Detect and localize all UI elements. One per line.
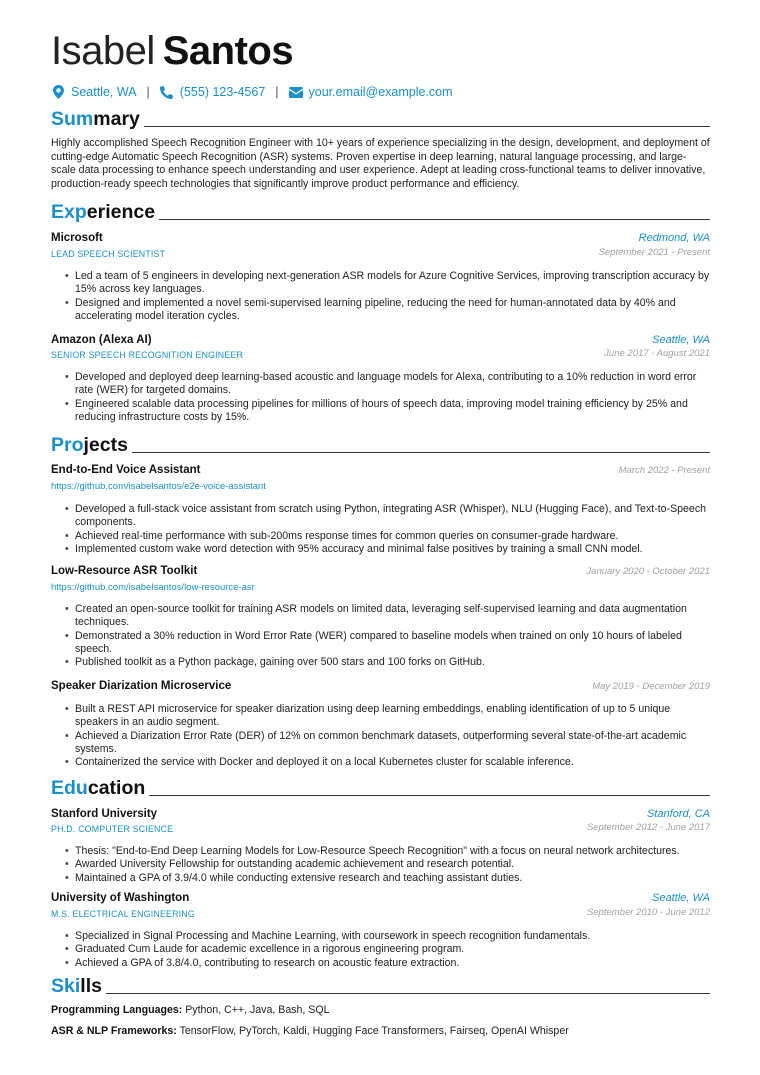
school-dates: September 2012 - June 2017: [586, 822, 710, 833]
list-item: • Created an open-source toolkit for training ASR models on limited data, leveraging self-supervised learning and data augmentation techniques.: [65, 603, 710, 630]
education-bullets: [65, 930, 710, 970]
job-location: Seattle, WA: [652, 334, 710, 346]
location-text: Seattle, WA: [71, 85, 137, 99]
separator: |: [146, 85, 150, 99]
list-item: • Developed and deployed deep learning-based acoustic and language models for Alexa, contributing to a 10% reduction in word error rate (WER) for targeted domains.: [65, 371, 710, 398]
school-name: Stanford University: [51, 808, 158, 820]
job-title: LEAD SPEECH SCIENTIST: [51, 249, 166, 259]
section-title: Experience: [51, 201, 156, 223]
degree-title: PH.D. COMPUTER SCIENCE: [51, 824, 174, 834]
list-item: • Achieved real-time performance with sub-200ms response times for common queries on consumer-grade hardware.: [65, 530, 710, 543]
section-title: Projects: [51, 434, 128, 456]
map-pin-icon: [51, 85, 65, 99]
job-dates-row: [51, 247, 710, 258]
list-item: • Maintained a GPA of 3.9/4.0 while conducting extensive research and teaching assistant duties.: [65, 872, 710, 885]
list-item: • Awarded University Fellowship for outstanding academic achievement and research potential.: [65, 858, 710, 871]
experience-heading: [51, 201, 710, 223]
projects-heading: [51, 434, 710, 456]
school-dates-row: [51, 822, 710, 833]
list-item: • Developed a full-stack voice assistant from scratch using Python, integrating ASR (Whisper), NLU (Hugging Face), and Text-to-Speech components.: [65, 503, 710, 530]
list-item: • Led a team of 5 engineers in developing next-generation ASR models for Azure Cognitive Services, improving transcription accuracy by 15% across key languages.: [65, 270, 710, 297]
skills-heading: [51, 975, 710, 997]
section-title: Education: [51, 777, 146, 799]
project-name: End-to-End Voice Assistant: [51, 464, 201, 476]
project-bullets: [65, 603, 710, 669]
project-bullets: [65, 503, 710, 556]
school-location: Seattle, WA: [652, 892, 710, 904]
skill-row: [51, 1025, 569, 1037]
summary-heading: [51, 108, 710, 130]
last-name: Santos: [162, 29, 294, 73]
skill-value: TensorFlow, PyTorch, Kaldi, Hugging Face Transformers, Fairseq, OpenAI Whisper: [179, 1025, 569, 1037]
contact-line: [51, 85, 453, 99]
section-rule: [132, 452, 710, 453]
job-title: SENIOR SPEECH RECOGNITION ENGINEER: [51, 350, 244, 360]
list-item: • Achieved a Diarization Error Rate (DER) of 12% on common benchmark datasets, outperforming several state-of-the-art academic systems.: [65, 730, 710, 757]
first-name: Isabel: [51, 29, 155, 73]
candidate-name: [51, 28, 293, 74]
skill-row: [51, 1004, 330, 1016]
school-location: Stanford, CA: [647, 808, 710, 820]
list-item: • Published toolkit as a Python package, gaining over 500 stars and 100 forks on GitHub.: [65, 656, 710, 669]
job-dates: June 2017 - August 2021: [604, 348, 710, 359]
section-rule: [149, 795, 710, 796]
project-entry-header: [51, 680, 710, 692]
experience-entry-header: [51, 232, 710, 244]
school-name: University of Washington: [51, 892, 190, 904]
degree-title: M.S. ELECTRICAL ENGINEERING: [51, 909, 195, 919]
list-item: • Built a REST API microservice for speaker diarization using deep learning embeddings, enabling identification of up to 5 unique speakers in an audio segment.: [65, 703, 710, 730]
job-dates-row: [51, 348, 710, 359]
job-dates: September 2021 - Present: [598, 247, 710, 258]
list-item: • Graduated Cum Laude for academic excellence in a rigorous engineering program.: [65, 943, 710, 956]
project-name: Speaker Diarization Microservice: [51, 680, 232, 692]
company-name: Amazon (Alexa AI): [51, 334, 152, 346]
school-dates: September 2010 - June 2012: [586, 907, 710, 918]
project-dates: May 2019 - December 2019: [592, 681, 710, 692]
phone-icon: [160, 85, 174, 99]
education-heading: [51, 777, 710, 799]
project-dates: January 2020 - October 2021: [586, 566, 710, 577]
phone-link[interactable]: (555) 123-4567: [179, 85, 266, 99]
list-item: • Specialized in Signal Processing and Machine Learning, with coursework in speech recognition fundamentals.: [65, 930, 710, 943]
project-entry-header: [51, 565, 710, 577]
project-entry-header: [51, 464, 710, 476]
list-item: • Thesis: "End-to-End Deep Learning Models for Low-Resource Speech Recognition" with a focus on neural network architectures.: [65, 845, 710, 858]
project-link[interactable]: https://github.com/isabelsantos/e2e-voice-assistant: [51, 481, 266, 492]
section-title: Summary: [51, 108, 140, 130]
education-bullets: [65, 845, 710, 885]
list-item: • Containerized the service with Docker and deployed it on a local Kubernetes cluster for scalable inference.: [65, 756, 710, 769]
list-item: • Designed and implemented a novel semi-supervised learning pipeline, reducing the need for human-annotated data by 40% and accelerating model iteration cycles.: [65, 297, 710, 324]
section-rule: [159, 219, 710, 220]
list-item: • Implemented custom wake word detection with 95% accuracy and minimal false positives by training a small CNN model.: [65, 543, 710, 556]
list-item: • Demonstrated a 30% reduction in Word Error Rate (WER) compared to baseline models when trained on only 10 hours of labeled speech.: [65, 630, 710, 657]
education-entry-header: [51, 808, 710, 820]
job-bullets: [65, 270, 710, 323]
education-entry-header: [51, 892, 710, 904]
project-link[interactable]: https://github.com/isabelsantos/low-resource-asr: [51, 582, 255, 593]
separator: |: [275, 85, 279, 99]
skill-value: Python, C++, Java, Bash, SQL: [185, 1004, 330, 1016]
company-name: Microsoft: [51, 232, 103, 244]
list-item: • Engineered scalable data processing pipelines for millions of hours of speech data, improving model training efficiency by 25% and reducing infrastructure costs by 15%.: [65, 398, 710, 425]
skill-label: ASR & NLP Frameworks:: [51, 1025, 177, 1037]
section-rule: [106, 993, 710, 994]
project-dates: March 2022 - Present: [618, 465, 710, 476]
section-title: Skills: [51, 975, 102, 997]
list-item: • Achieved a GPA of 3.8/4.0, contributing to research on acoustic feature extraction.: [65, 957, 710, 970]
school-dates-row: [51, 907, 710, 918]
summary-text: Highly accomplished Speech Recognition Engineer with 10+ years of experience specializing in the design, development, and deployment of cutting-edge Automatic Speech Recognition (ASR) systems. Proven expertise in deep learning, natural language processing, and large-scale data processing to enhance speech understanding and user experience. Adept at leading cross-functional teams to deliver innovative, production-ready speech technologies that significantly improve product performance and efficiency.: [51, 137, 710, 190]
project-name: Low-Resource ASR Toolkit: [51, 565, 198, 577]
job-location: Redmond, WA: [638, 232, 710, 244]
project-bullets: [65, 703, 710, 769]
job-bullets: [65, 371, 710, 424]
experience-entry-header: [51, 334, 710, 346]
skill-label: Programming Languages:: [51, 1004, 183, 1016]
envelope-icon: [289, 85, 303, 99]
section-rule: [144, 126, 710, 127]
email-link[interactable]: your.email@example.com: [308, 85, 453, 99]
